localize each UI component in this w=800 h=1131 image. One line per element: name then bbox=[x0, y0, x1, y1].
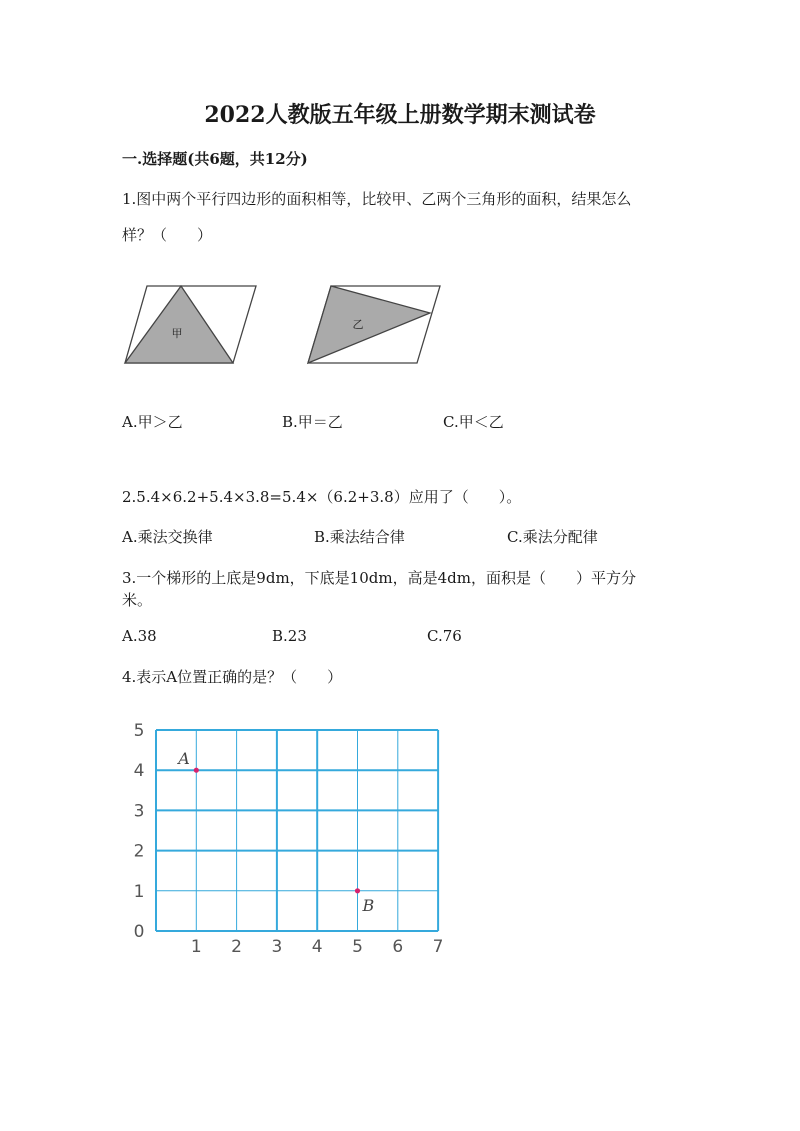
question-3-option-b[interactable]: B.23 bbox=[272, 627, 307, 645]
y-tick-label: 4 bbox=[133, 761, 145, 782]
section-heading: 一.选择题(共6题，共12分) bbox=[122, 150, 308, 168]
question-2-option-a[interactable]: A.乘法交换律 bbox=[122, 528, 213, 546]
point-b-label: B bbox=[362, 895, 375, 915]
y-tick-label: 0 bbox=[133, 922, 145, 942]
question-1-option-b[interactable]: B.甲＝乙 bbox=[282, 413, 343, 431]
question-2-text: 2.5.4×6.2+5.4×3.8=5.4×（6.2+3.8）应用了（ ）。 bbox=[122, 488, 522, 506]
point-a-label: A bbox=[178, 749, 190, 769]
question-2-option-c[interactable]: C.乘法分配律 bbox=[507, 528, 598, 546]
x-tick-label: 4 bbox=[311, 937, 323, 957]
question-1-text-line1: 1.图中两个平行四边形的面积相等，比较甲、乙两个三角形的面积，结果怎么 bbox=[122, 190, 632, 208]
point-b bbox=[355, 888, 360, 893]
question-3-text-line2: 米。 bbox=[122, 591, 153, 609]
x-tick-label: 2 bbox=[231, 937, 243, 957]
question-3-option-c[interactable]: C.76 bbox=[427, 627, 462, 645]
point-a bbox=[194, 768, 199, 773]
question-3-text-line1: 3.一个梯形的上底是9dm，下底是10dm，高是4dm，面积是（ ）平方分 bbox=[122, 569, 636, 587]
question-1-option-c[interactable]: C.甲＜乙 bbox=[443, 413, 504, 431]
triangle-jia-label: 甲 bbox=[171, 327, 183, 340]
x-tick-label: 5 bbox=[352, 937, 363, 957]
y-tick-label: 2 bbox=[133, 841, 145, 862]
y-tick-label: 1 bbox=[133, 881, 145, 902]
y-tick-label: 3 bbox=[133, 801, 145, 822]
triangle-yi-label: 乙 bbox=[352, 318, 364, 331]
question-1-text-line2: 样？（ ） bbox=[122, 226, 213, 244]
question-2-option-b[interactable]: B.乘法结合律 bbox=[314, 528, 405, 546]
x-tick-label: 6 bbox=[392, 937, 404, 957]
x-tick-label: 3 bbox=[271, 937, 283, 957]
page-title: 2022人教版五年级上册数学期末测试卷 bbox=[204, 102, 596, 128]
question-3-option-a[interactable]: A.38 bbox=[122, 627, 157, 645]
question-1-option-a[interactable]: A.甲＞乙 bbox=[122, 413, 183, 431]
question-4-text: 4.表示A位置正确的是？（ ） bbox=[122, 668, 343, 686]
x-tick-label: 1 bbox=[190, 937, 202, 957]
x-tick-label: 7 bbox=[432, 937, 444, 957]
y-tick-label: 5 bbox=[133, 721, 145, 741]
